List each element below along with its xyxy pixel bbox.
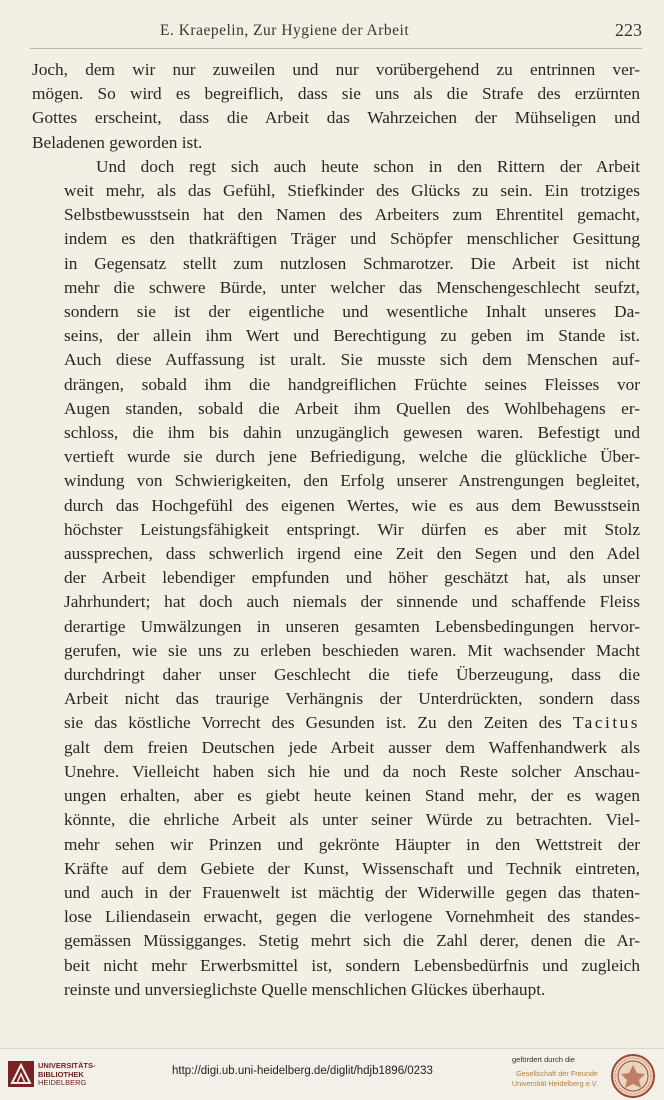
university-seal-icon[interactable] xyxy=(610,1053,656,1099)
text-line: vertieft wurde sie durch jene Befriedigung, welche die glückliche Über- xyxy=(64,447,640,467)
permalink-url[interactable]: http://digi.ub.uni-heidelberg.de/diglit/hdjb1896/0233 xyxy=(172,1065,433,1077)
text-line: mögen. So wird es begreiflich, dass sie uns als die Strafe des erzürnten xyxy=(32,84,640,104)
header-rule xyxy=(30,48,642,49)
text-line: ungen erhalten, aber es giebt heute keinen Stand mehr, der es wagen xyxy=(64,786,640,806)
text-line: indem es den thatkräftigen Träger und Schöpfer menschlicher Gesittung xyxy=(64,229,640,249)
page-header xyxy=(30,20,642,50)
text-line: Und doch regt sich auch heute schon in den Rittern der Arbeit xyxy=(96,156,640,176)
text-line: lose Liliendasein erwacht, gegen die verlogene Vornehmheit des standes- xyxy=(64,907,640,927)
text-line: drängen, sobald ihm die handgreiflichen Früchte seines Fleisses vor xyxy=(64,374,640,394)
ub-heidelberg-logo-icon[interactable] xyxy=(8,1061,34,1087)
text-line: durch das Hochgefühl des eigenen Wertes, wie es aus dem Bewusstsein xyxy=(64,495,640,515)
text-line: Auch diese Auffassung ist uralt. Sie musste sich dem Menschen auf- xyxy=(64,350,640,370)
text-line: Selbstbewusstsein hat den Namen des Arbeiters zum Ehrentitel gemacht, xyxy=(64,205,640,225)
text-line: Augen standen, sobald die Arbeit ihm Quellen des Wohlbehagens er- xyxy=(64,398,640,418)
text-line: weit mehr, als das Gefühl, Stiefkinder des Glücks zu sein. Ein trotziges xyxy=(64,181,640,201)
text-line: höchster Leistungsfähigkeit entspringt. Wir dürfen es aber mit Stolz xyxy=(64,519,640,539)
text-line: Unehre. Vielleicht haben sich hie und da noch Reste solcher Anschau- xyxy=(64,761,640,781)
text-line: und auch in der Frauenwelt ist mächtig der Widerwille gegen das thaten- xyxy=(64,882,640,902)
text-line: mehr sehen wir Prinzen und gekrönte Häupter in den Wettstreit der xyxy=(64,834,640,854)
text-line: reinste und unversieglichste Quelle menschlichen Glückes überhaupt. xyxy=(64,979,546,999)
text-line: derartige Umwälzungen in unseren gesamten Lebensbedingungen hervor- xyxy=(64,616,640,636)
text-line: durchdringt daher unser Geschlecht die tiefe Überzeugung, dass die xyxy=(64,665,640,685)
text-line: der Arbeit lebendiger empfunden und höher geschätzt hat, als unser xyxy=(64,568,640,588)
text-line: gemässen Müssigganges. Stetig mehrt sich die Zahl derer, denen die Ar- xyxy=(64,931,640,951)
text-line: aussprechen, dass schwerlich irgend eine Zeit den Segen und den Adel xyxy=(64,544,640,564)
library-line1: UNIVERSITÄTS- xyxy=(38,1061,96,1070)
text-line: schloss, die ihm bis dahin unzugänglich gewesen waren. Befestigt und xyxy=(64,423,640,443)
text-line: mehr die schwere Bürde, unter welcher das Menschengeschlecht seufzt, xyxy=(64,277,640,297)
text-line: Beladenen geworden ist. xyxy=(32,132,203,152)
text-line: Kräfte auf dem Gebiete der Kunst, Wissenschaft und Technik eintreten, xyxy=(64,858,640,878)
library-line3: HEIDELBERG xyxy=(38,1078,87,1087)
text-line: gerufen, wie sie uns zu erleben beschieden waren. Mit wachsender Macht xyxy=(64,640,640,660)
text-line: könnte, die ehrliche Arbeit als unter seiner Würde zu betrachten. Viel- xyxy=(64,810,640,830)
text-line: sondern sie ist der eigentliche und wesentliche Inhalt unseres Da- xyxy=(64,302,640,322)
text-line: Gottes erscheint, dass die Arbeit das Wahrzeichen der Mühseligen und xyxy=(32,108,640,128)
sponsor-label: gefördert durch die xyxy=(512,1055,575,1064)
paragraph xyxy=(32,58,640,155)
text-line: sie das köstliche Vorrecht des Gesunden ist. Zu den Zeiten des Tacitus xyxy=(64,713,640,733)
running-head: E. Kraepelin, Zur Hygiene der Arbeit xyxy=(160,22,410,39)
body-text xyxy=(32,58,640,1002)
digitization-footer xyxy=(0,1048,664,1100)
text-line: Joch, dem wir nur zuweilen und nur vorübergehend zu entrinnen ver- xyxy=(32,60,640,79)
text-line: windung von Schwierigkeiten, den Erfolg unserer Anstrengungen begleitet, xyxy=(64,471,640,491)
library-line2: BIBLIOTHEK xyxy=(38,1069,84,1079)
text-line: in Gegensatz stellt zum nutzlosen Schmarotzer. Die Arbeit ist nicht xyxy=(64,253,640,273)
text-line: galt dem freien Deutschen jede Arbeit ausser dem Waffenhandwerk als xyxy=(64,737,640,757)
text-line: Jahrhundert; hat doch auch niemals der sinnende und schaffende Fleiss xyxy=(64,592,640,612)
emphasized-name: Tacitus xyxy=(572,713,640,733)
library-name xyxy=(38,1062,96,1088)
sponsor-line2: Universität Heidelberg e.V. xyxy=(511,1079,598,1088)
text-line: beit nicht mehr Erwerbsmittel ist, sondern Lebensbedürfnis und zugleich xyxy=(64,955,640,975)
paragraph xyxy=(32,155,640,1002)
page-number: 223 xyxy=(615,20,642,40)
text-line: seins, der allein ihm Wert und Berechtigung zu geben im Stande ist. xyxy=(64,326,640,346)
sponsor-line1: Gesellschaft der Freunde xyxy=(516,1069,598,1078)
text-line: Arbeit nicht das traurige Verhängnis der Unterdrückten, sondern dass xyxy=(64,689,640,709)
